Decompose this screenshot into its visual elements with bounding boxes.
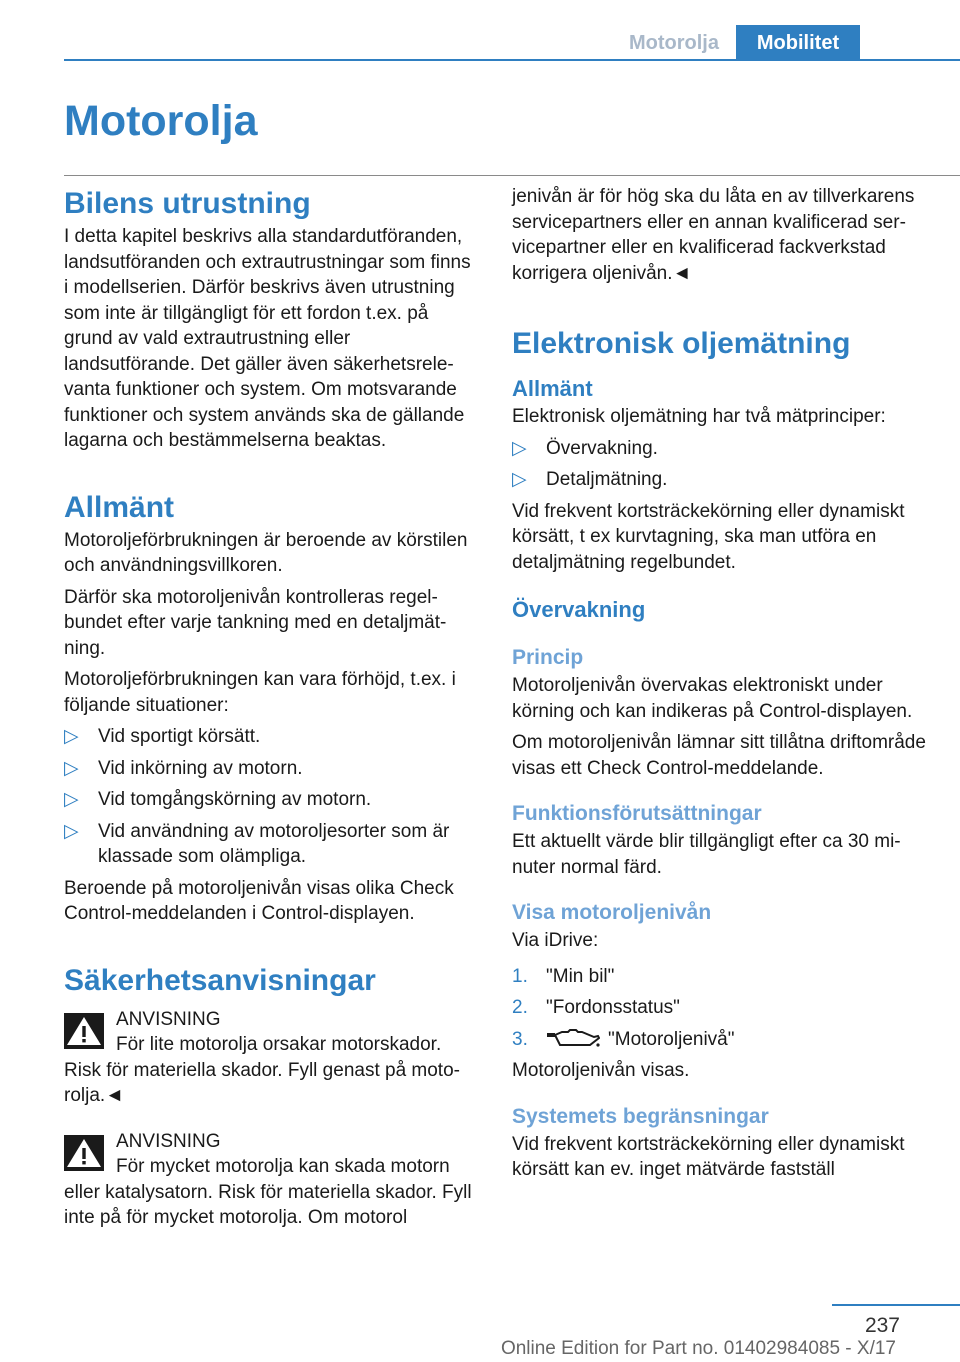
warning-title: ANVISNING: [116, 1008, 221, 1030]
principle-paragraph-2: Om motoroljenivån lämnar sitt tillåtna driftområde visas ett Check Control-meddelande.: [512, 732, 926, 779]
warning-triangle-icon: [64, 1135, 104, 1171]
list-item: 2. "Fordonsstatus": [512, 995, 928, 1021]
right-column: [512, 184, 928, 1189]
step-number: 2.: [512, 997, 528, 1018]
section-heading-safety: Säkerhetsanvisningar: [64, 963, 376, 997]
page-number: 237: [864, 1314, 900, 1337]
footer-divider: [832, 1304, 960, 1306]
page-header: [0, 25, 960, 61]
principles-list: [512, 436, 928, 493]
general-paragraph-3: Motoroljeförbrukningen kan vara förhöjd, t.ex. i följande situationer:: [64, 669, 456, 716]
section-heading-equipment: Bilens utrustning: [64, 187, 311, 220]
general-paragraph-2: Därför ska motoroljenivån kontrolleras regelbundet efter varje tankning med en detaljmätning.: [64, 586, 447, 659]
list-item: ▷ Vid tomgångskörning av motorn.: [64, 787, 478, 813]
warning-note-1: [64, 1007, 478, 1033]
warning-title: ANVISNING: [116, 1130, 221, 1152]
subheading-general: Allmänt: [512, 376, 593, 401]
warning-note-2: [64, 1129, 478, 1155]
heading-principle: Princip: [512, 646, 584, 669]
show-paragraph: Via iDrive:: [512, 930, 599, 951]
consumption-list: [64, 724, 478, 870]
list-item: ▷ Vid inkörning av motorn.: [64, 756, 478, 782]
general-paragraph-4: Beroende på motoroljenivån visas olika Check Control-meddelanden i Control-displayen.: [64, 877, 454, 924]
step-number: 3.: [512, 1028, 528, 1050]
warning-text-1: För lite motorolja orsakar motorskador. Risk för materiella skador. Fyll genast på motorolja.◄: [64, 1034, 460, 1106]
function-paragraph: Ett aktuellt värde blir tillgängligt efter ca 30 minuter normal färd.: [512, 831, 901, 878]
principle-paragraph-1: Motoroljenivån övervakas elektroniskt under körning och kan indikeras på Control-displayen.: [512, 675, 913, 722]
list-item: ▷ Övervakning.: [512, 436, 928, 462]
idrive-steps-list: [512, 964, 928, 1053]
section-heading-electronic-oil: Elektronisk oljemätning: [512, 327, 851, 360]
step-number: 1.: [512, 965, 528, 987]
bullet-triangle-icon: ▷: [512, 437, 527, 459]
heading-show-oil-level: Visa motoroljenivån: [512, 901, 712, 924]
left-column: [64, 184, 478, 1237]
oil-can-icon: [546, 1027, 600, 1049]
list-item: 3. "Motoroljenivå": [512, 1027, 928, 1053]
warning-triangle-icon: [64, 1013, 104, 1049]
bullet-triangle-icon: ▷: [512, 469, 527, 490]
bullet-triangle-icon: ▷: [64, 820, 79, 842]
general-paragraph-1: Motoroljeförbrukningen är beroende av körstilen och användningsvillkoren.: [64, 529, 468, 576]
title-divider: [64, 175, 960, 176]
electronic-general-paragraph-2: Vid frekvent kortsträckekörning eller dynamiskt körsätt, t ex kurvtagning, ska man utföra en detaljmätning regelbundet.: [512, 500, 905, 573]
list-item: ▷ Detaljmätning.: [512, 467, 928, 493]
warning-text-2: För mycket motorolja kan skada motorn eller katalysatorn. Risk för materiella skador. Fyll inte på för mycket motorolja. Om motorol: [64, 1156, 472, 1228]
electronic-general-paragraph: Elektronisk oljemätning har två mätprinciper:: [512, 406, 886, 427]
header-tab-mobilitet[interactable]: Mobilitet: [736, 25, 860, 61]
header-tab-motorolja[interactable]: Motorolja: [629, 32, 719, 54]
limits-paragraph: Vid frekvent kortsträckekörning eller dynamiskt körsätt kan ev. inget mätvärde fastställ: [512, 1133, 905, 1180]
show-result-paragraph: Motoroljenivån visas.: [512, 1060, 690, 1081]
list-item: ▷ Vid sportigt körsätt.: [64, 724, 478, 750]
subheading-monitoring: Övervakning: [512, 597, 646, 622]
equipment-paragraph: I detta kapitel beskrivs alla standardutföranden, landsutföranden och extrautrustningar som finns i modellserien. Därför beskrivs även utrustning som inte är tillgängligt för ett fordon t.ex. på grund av vald extrautrustning eller landsutförande. Det gäller även säkerhetsrelevanta funktioner och system. Om motsvarande funktioner och system används ska de gällande lagarna och bestämmelserna beaktas.: [64, 226, 471, 451]
list-item: ▷ Vid användning av motoroljesorter som är klassade som olämpliga.: [64, 820, 450, 867]
section-heading-general: Allmänt: [64, 490, 175, 524]
bullet-triangle-icon: ▷: [64, 757, 79, 779]
page-title: Motorolja: [64, 97, 258, 145]
heading-function-requirements: Funktionsförutsättningar: [512, 802, 762, 825]
heading-system-limits: Systemets begränsningar: [512, 1104, 769, 1128]
list-item: 1. "Min bil": [512, 964, 928, 990]
edition-footer: Online Edition for Part no. 01402984085 - X/17: [500, 1338, 896, 1359]
bullet-triangle-icon: ▷: [64, 789, 79, 810]
bullet-triangle-icon: ▷: [64, 726, 79, 747]
header-divider: [64, 59, 960, 61]
continued-paragraph: jenivån är för hög ska du låta en av tillverkarens servicepartners eller en annan kvalificerad servicepartner eller en kvalificerad fackverkstad korrigera oljenivån.◄: [512, 186, 915, 284]
